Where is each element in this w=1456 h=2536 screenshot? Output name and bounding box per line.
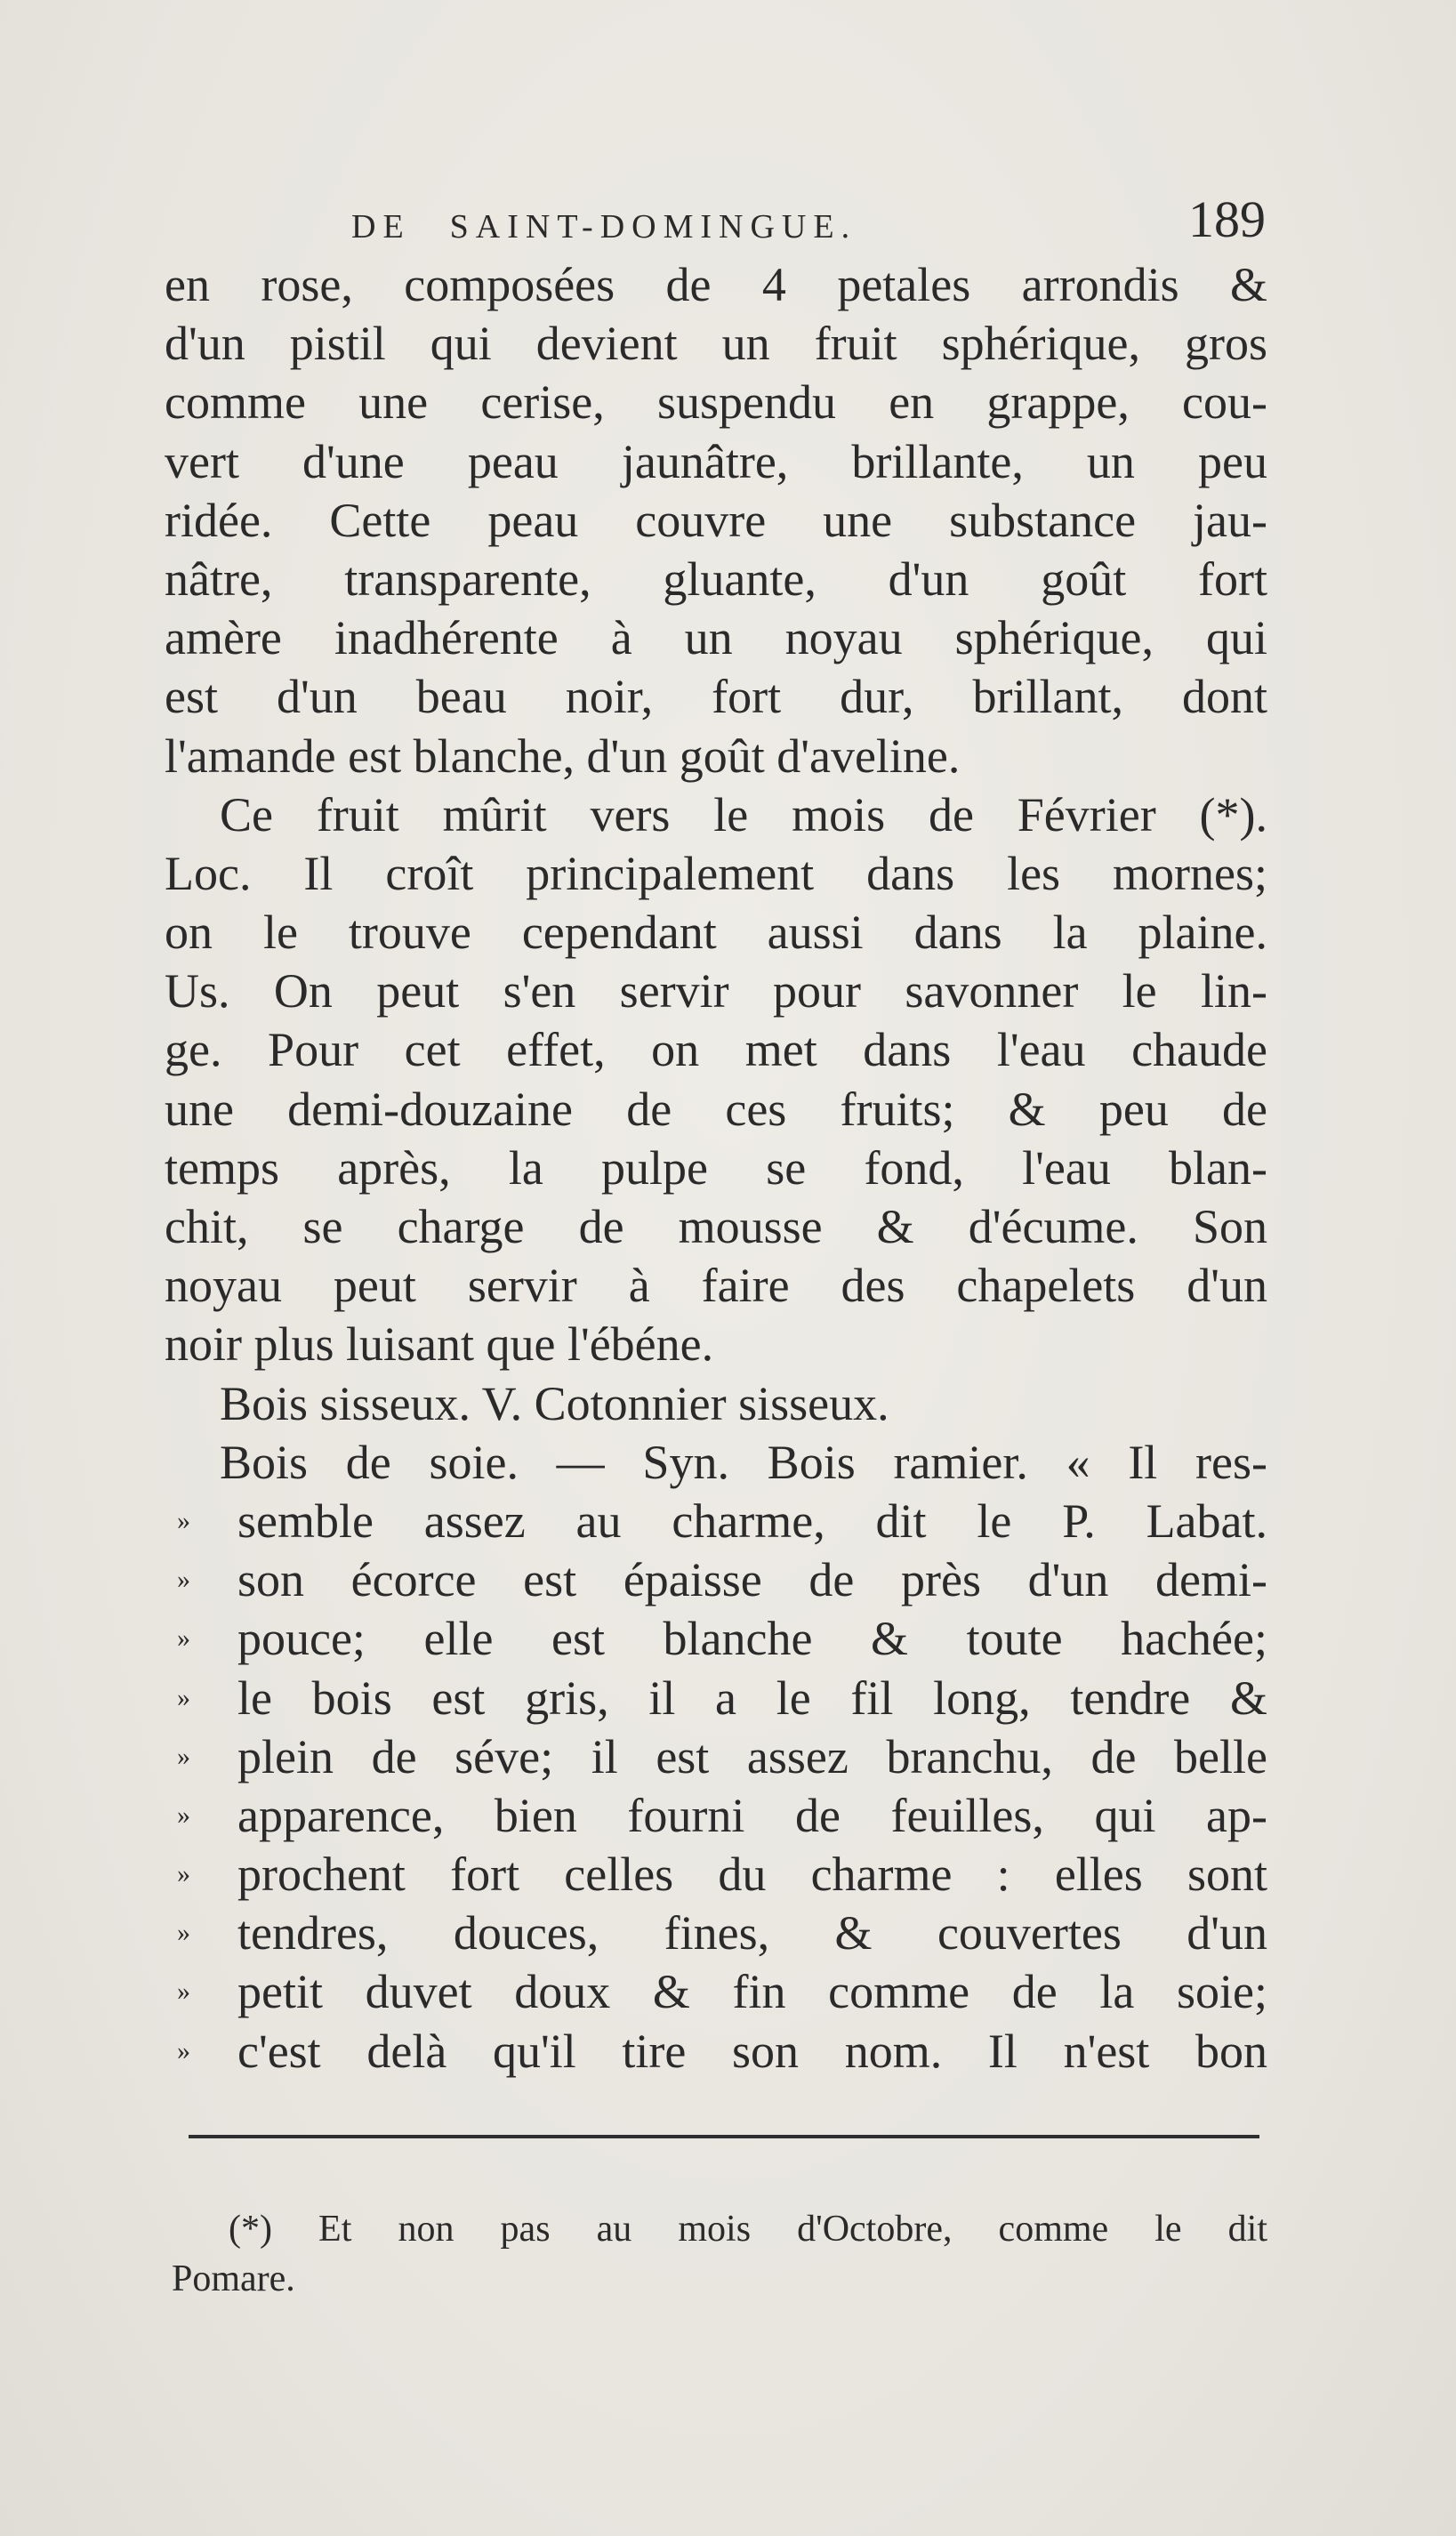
quoted-line [165,1786,1267,1845]
header-title [351,189,857,258]
text-line: prochent fort celles du charme : elles sont [237,1848,1267,1902]
text-line: vert d'une peau jaunâtre, brillante, un peu [165,434,1267,488]
text-line: petit duvet doux & fin comme de la soie; [237,1965,1267,2019]
text-line: d'un pistil qui devient un fruit sphérique, gros [165,317,1267,371]
footnote-line: Pomare. [172,2258,295,2299]
text-line: tendres, douces, fines, & couvertes d'un [237,1906,1267,1960]
footnote [165,2204,1267,2304]
text-line: Bois sisseux. V. Cotonnier sisseux. [220,1376,889,1430]
text-line: plein de séve; il est assez branchu, de belle [237,1729,1267,1783]
text-line: Us. On peut s'en servir pour savonner le lin- [165,964,1267,1018]
text-line: l'amande est blanche, d'un goût d'aveline. [165,729,961,783]
quoted-line [165,1727,1267,1786]
quote-mark: » [177,1682,190,1712]
footnote-divider [189,2135,1259,2138]
text-line: nâtre, transparente, gluante, d'un goût fort [165,551,1267,606]
body-text [165,255,1267,2081]
text-line: ridée. Cette peau couvre une substance jau- [165,493,1267,547]
text-line: chit, se charge de mousse & d'écume. Son [165,1200,1267,1253]
quoted-line [165,1845,1267,1904]
text-line: on le trouve cependant aussi dans la plaine. [165,906,1267,960]
text-line: Loc. Il croît principalement dans les mornes; [165,846,1267,900]
quote-mark: » [177,1741,190,1771]
text-line: est d'un beau noir, fort dur, brillant, dont [165,670,1267,724]
text-line: en rose, composées de 4 petales arrondis & [165,258,1267,311]
footnote-line: (*) Et non pas au mois d'Octobre, comme le dit [229,2209,1267,2250]
text-line: noir plus luisant que l'ébéne. [165,1317,714,1372]
quote-mark: » [177,1623,190,1654]
header-prefix: DE [351,208,411,246]
text-line: apparence, bien fourni de feuilles, qui ap- [237,1788,1267,1842]
text-line: son écorce est épaisse de près d'un demi- [237,1553,1267,1607]
text-line: pouce; elle est blanche & toute hachée; [237,1612,1267,1666]
quoted-line [165,1962,1267,2021]
quote-mark: » [177,2035,190,2065]
header-title-text: SAINT-DOMINGUE. [449,208,857,246]
quote-mark: » [177,1918,190,1948]
quoted-line [165,1609,1267,1668]
text-line: c'est delà qu'il tire son nom. Il n'est bon [237,2024,1267,2078]
quoted-line [165,2022,1267,2081]
quoted-line [165,1669,1267,1727]
page-number: 189 [1188,190,1266,248]
text-line: amère inadhérente à un noyau sphérique, qui [165,611,1267,665]
quote-mark: » [177,1799,190,1830]
quote-mark: » [177,1859,190,1889]
quote-mark: » [177,1505,190,1535]
text-line: semble assez au charme, dit le P. Labat. [237,1493,1267,1548]
running-header [351,189,1276,251]
quoted-line [165,1904,1267,1962]
text-line: une demi-douzaine de ces fruits; & peu de [165,1082,1267,1136]
text-line: le bois est gris, il a le fil long, tendre & [237,1671,1267,1725]
quoted-line [165,1550,1267,1609]
text-line: Ce fruit mûrit vers le mois de Février (*). [220,787,1267,841]
text-line: temps après, la pulpe se fond, l'eau blan- [165,1140,1267,1195]
quote-mark: » [177,1976,190,2007]
quoted-line [165,1492,1267,1550]
text-line: Bois de soie. — Syn. Bois ramier. « Il res- [220,1435,1267,1489]
text-line: noyau peut servir à faire des chapelets d'un [165,1259,1267,1313]
text-line: comme une cerise, suspendu en grappe, cou- [165,375,1267,430]
quote-mark: » [177,1565,190,1595]
text-line: ge. Pour cet effet, on met dans l'eau chaude [165,1023,1267,1077]
